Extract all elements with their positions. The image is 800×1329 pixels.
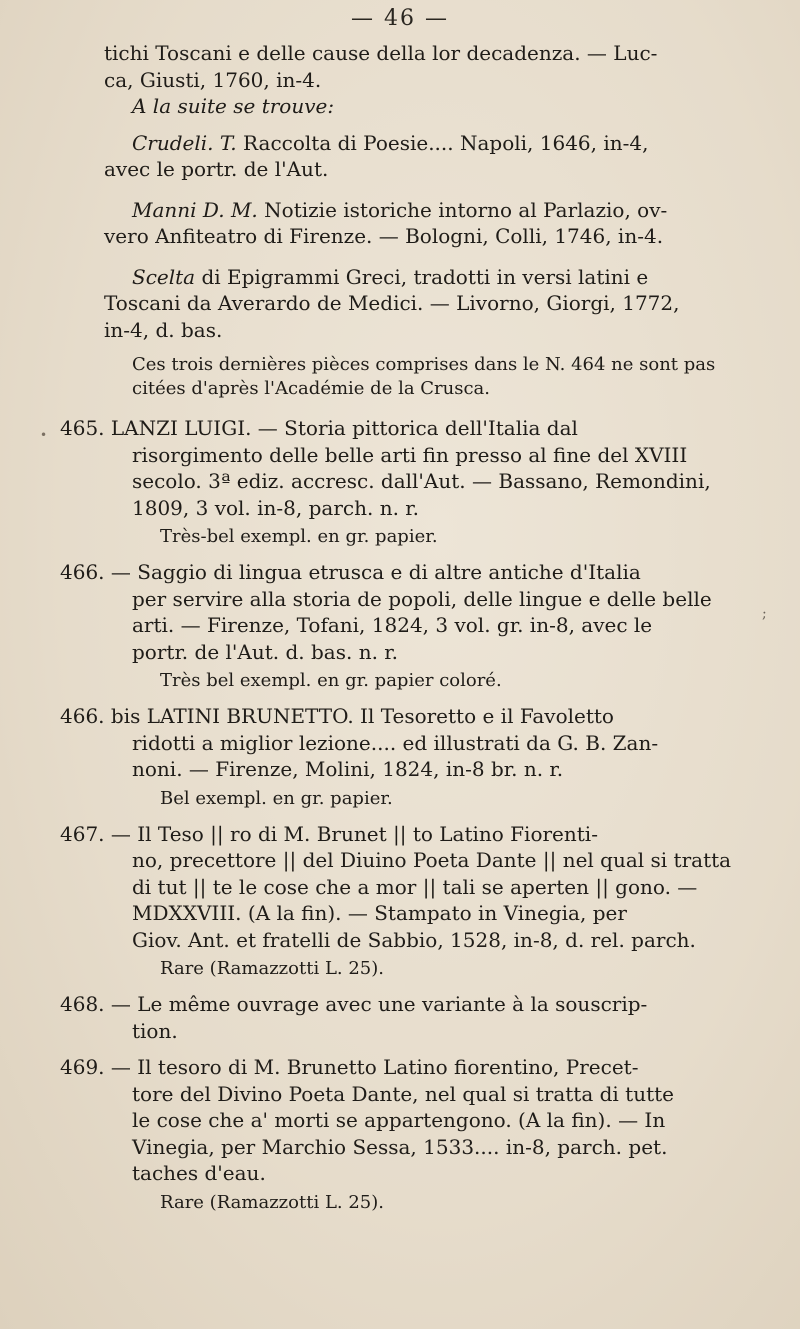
scelta-line-2: Toscani da Averardo de Medici. — Livorno, Giorgi, 1772, — [104, 291, 680, 315]
entry-heading: 469. — Il tesoro di M. Brunetto Latino fiorentino, Precet- — [60, 1055, 639, 1079]
scelta-line-3: in-4, d. bas. — [104, 317, 223, 342]
margin-bracket: ; — [762, 606, 767, 622]
entry-line: ridotti a miglior lezione.... ed illustrati da G. B. Zan- — [132, 730, 659, 755]
entry-line: arti. — Firenze, Tofani, 1824, 3 vol. gr. in-8, avec le — [132, 613, 653, 637]
crudeli-author: Crudeli. T. — [132, 130, 237, 155]
crudeli-line-2: avec le portr. de l'Aut. — [104, 157, 329, 181]
manni-title: Notizie istoriche intorno al Parlazio, ov- — [257, 197, 668, 222]
page-number: — 46 — — [351, 6, 449, 31]
entry-line: 1809, 3 vol. in-8, parch. n. r. — [132, 495, 420, 520]
catalog-entry — [60, 415, 744, 559]
entry-line: noni. — Firenze, Molini, 1824, in-8 br. n. r. — [132, 757, 564, 781]
entry-line: di tut || te le cose che a mor || tali se aperten || gono. — — [132, 874, 698, 899]
entry-line: tore del Divino Poeta Dante, nel qual si tratta di tutte — [132, 1081, 675, 1106]
entry-note: Bel exempl. en gr. papier. — [160, 787, 393, 809]
catalog-entry — [60, 1054, 744, 1225]
page-body — [60, 40, 744, 1225]
entry-heading: 466. bis LATINI BRUNETTO. Il Tesoretto e il Favoletto — [60, 704, 614, 728]
entry-heading: 467. — Il Teso || ro di M. Brunet || to Latino Fiorenti- — [60, 821, 598, 846]
entry-line: MDXXVIII. (A la fin). — Stampato in Vinegia, per — [132, 901, 627, 925]
scelta-title-italic: Scelta — [132, 264, 196, 289]
entry-note: Très bel exempl. en gr. papier coloré. — [160, 670, 502, 691]
suite-heading — [104, 93, 744, 120]
entry-line: per servire alla storia de popoli, delle lingue e delle belle — [132, 586, 712, 611]
entry-line: secolo. 3ª ediz. accresc. dall'Aut. — Bassano, Remondini, — [132, 469, 711, 493]
item-crudeli — [104, 130, 744, 157]
entry-list — [60, 415, 744, 1225]
entry-line: taches d'eau. — [132, 1161, 266, 1185]
catalog-entry — [60, 703, 744, 821]
entry-line: portr. de l'Aut. d. bas. n. r. — [132, 639, 399, 664]
scelta-title: di Epigrammi Greci, tradotti in versi latini e — [195, 264, 649, 289]
item-manni — [104, 197, 744, 224]
suite-heading-text: A la suite se trouve: — [132, 94, 335, 118]
entry-heading: 466. — Saggio di lingua etrusca e di altre antiche d'Italia — [60, 560, 641, 584]
crusca-note: Ces trois dernières pièces comprises dans le N. 464 ne sont pas citées d'après l'Académie de la Crusca. — [132, 354, 716, 399]
entry-note: Très-bel exempl. en gr. papier. — [160, 526, 438, 547]
entry-line: tion. — [132, 1018, 178, 1043]
entry-line: le cose che a' morti se appartengono. (A la fin). — In — [132, 1108, 666, 1132]
entry-note: Rare (Ramazzotti L. 25). — [160, 1191, 384, 1213]
entry-line: risorgimento delle belle arti fin presso al fine del XVIII — [132, 442, 688, 467]
catalog-entry — [60, 821, 744, 992]
margin-mark: • — [40, 428, 48, 442]
continuation-line-1: tichi Toscani e delle cause della lor decadenza. — Luc- — [104, 41, 658, 65]
continuation-line-2: ca, Giusti, 1760, in-4. — [104, 67, 322, 92]
catalog-entry — [60, 559, 744, 703]
catalog-entry — [60, 991, 744, 1054]
entry-note: Rare (Ramazzotti L. 25). — [160, 958, 384, 979]
manni-line-2: vero Anfiteatro di Firenze. — Bologni, Colli, 1746, in-4. — [104, 224, 664, 248]
entry-heading: 468. — Le même ouvrage avec une variante à la souscrip- — [60, 992, 648, 1016]
manni-author: Manni D. M. — [132, 197, 258, 222]
item-scelta — [104, 264, 744, 291]
entry-heading: 465. LANZI LUIGI. — Storia pittorica dell'Italia dal — [60, 416, 578, 440]
entry-line: Giov. Ant. et fratelli de Sabbio, 1528, in-8, d. rel. parch. — [132, 927, 696, 952]
entry-line: no, precettore || del Diuino Poeta Dante || nel qual si tratta — [132, 848, 732, 872]
crudeli-title: Raccolta di Poesie.... Napoli, 1646, in-4, — [236, 130, 649, 155]
entry-line: Vinegia, per Marchio Sessa, 1533.... in-8, parch. pet. — [132, 1134, 668, 1159]
